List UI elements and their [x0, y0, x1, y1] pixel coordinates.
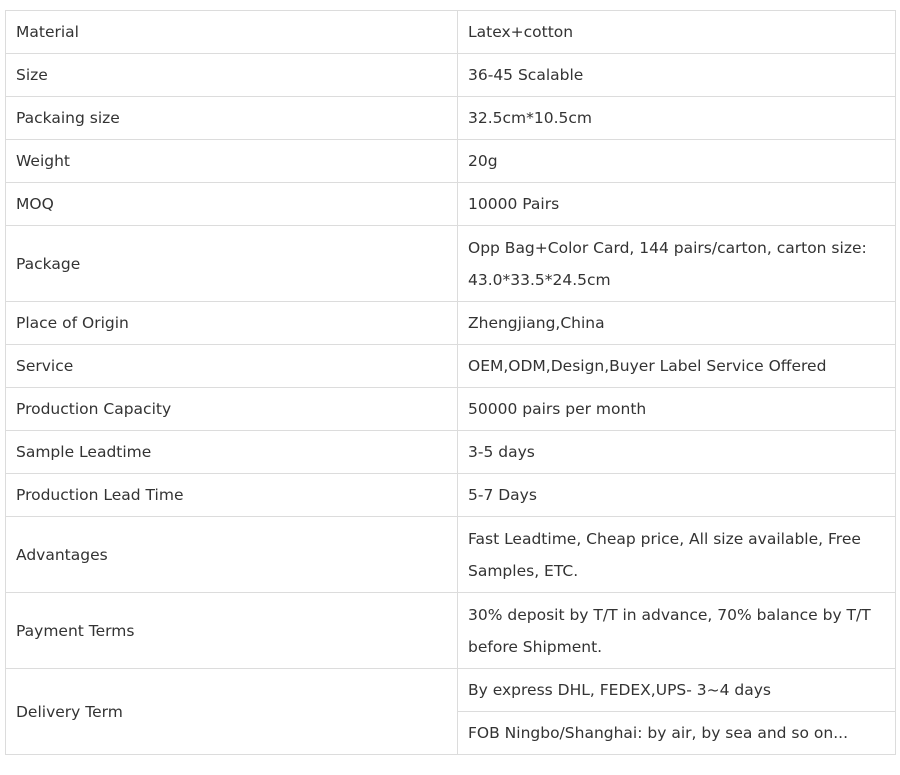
spec-label-production-capacity: Production Capacity — [6, 388, 458, 431]
spec-value-place-of-origin: Zhengjiang,China — [458, 302, 896, 345]
spec-label-weight: Weight — [6, 140, 458, 183]
spec-value-material: Latex+cotton — [458, 11, 896, 54]
spec-value-weight: 20g — [458, 140, 896, 183]
spec-value-packaging-size: 32.5cm*10.5cm — [458, 97, 896, 140]
spec-label-size: Size — [6, 54, 458, 97]
table-row — [6, 183, 896, 226]
table-row — [6, 345, 896, 388]
spec-value-package: Opp Bag+Color Card, 144 pairs/carton, carton size: 43.0*33.5*24.5cm — [458, 226, 896, 302]
spec-label-material: Material — [6, 11, 458, 54]
spec-value-advantages: Fast Leadtime, Cheap price, All size available, Free Samples, ETC. — [458, 517, 896, 593]
spec-label-packaging-size: Packaing size — [6, 97, 458, 140]
table-row — [6, 54, 896, 97]
spec-label-sample-leadtime: Sample Leadtime — [6, 431, 458, 474]
product-spec-table — [5, 10, 896, 755]
spec-value-delivery-term-express: By express DHL, FEDEX,UPS- 3~4 days — [458, 669, 896, 712]
spec-label-production-lead-time: Production Lead Time — [6, 474, 458, 517]
spec-label-payment-terms: Payment Terms — [6, 593, 458, 669]
spec-value-moq: 10000 Pairs — [458, 183, 896, 226]
table-row — [6, 97, 896, 140]
spec-value-sample-leadtime: 3-5 days — [458, 431, 896, 474]
spec-value-production-capacity: 50000 pairs per month — [458, 388, 896, 431]
spec-label-service: Service — [6, 345, 458, 388]
spec-label-moq: MOQ — [6, 183, 458, 226]
table-row — [6, 140, 896, 183]
spec-value-delivery-term-fob: FOB Ningbo/Shanghai: by air, by sea and so on... — [458, 712, 896, 755]
spec-value-production-lead-time: 5-7 Days — [458, 474, 896, 517]
spec-value-size: 36-45 Scalable — [458, 54, 896, 97]
spec-label-place-of-origin: Place of Origin — [6, 302, 458, 345]
spec-value-service: OEM,ODM,Design,Buyer Label Service Offered — [458, 345, 896, 388]
table-row — [6, 11, 896, 54]
table-row — [6, 517, 896, 593]
table-row — [6, 388, 896, 431]
table-row — [6, 474, 896, 517]
table-row — [6, 302, 896, 345]
table-row — [6, 226, 896, 302]
spec-label-delivery-term: Delivery Term — [6, 669, 458, 755]
spec-label-package: Package — [6, 226, 458, 302]
table-row — [6, 431, 896, 474]
table-row — [6, 669, 896, 712]
table-row — [6, 593, 896, 669]
spec-label-advantages: Advantages — [6, 517, 458, 593]
spec-value-payment-terms: 30% deposit by T/T in advance, 70% balance by T/T before Shipment. — [458, 593, 896, 669]
